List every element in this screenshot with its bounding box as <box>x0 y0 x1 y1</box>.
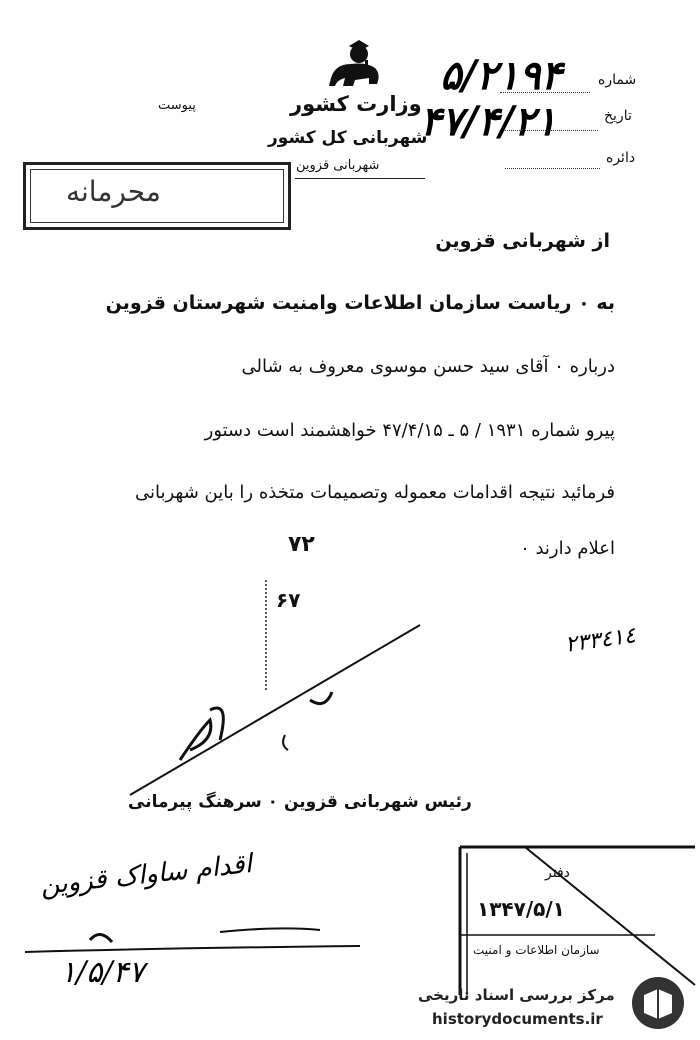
handwritten-number: ۵/۲۱۹۴ <box>440 52 563 99</box>
received-stamp-org: سازمان اطلاعات و امنیت <box>473 943 600 957</box>
watermark-name: مرکز بررسی اسناد تاریخی <box>418 986 615 1004</box>
received-stamp-date: ۱۳۴۷/۵/۱ <box>477 897 565 921</box>
date-label: تاریخ <box>604 108 632 124</box>
handwritten-date-bottom: ۱/۵/۴۷ <box>60 955 145 990</box>
received-stamp-label: دفتر <box>545 865 570 881</box>
to-line: به ۰ ریاست سازمان اطلاعات وامنیت شهرستان قزوین <box>105 292 615 314</box>
handwritten-note: اقدام ساواک قزوین <box>39 848 254 902</box>
note-strokes <box>20 920 380 960</box>
signature-caption: رئیس شهربانی قزوین ۰ سرهنگ پیرمانی <box>128 792 472 812</box>
watermark-url: historydocuments.ir <box>432 1010 603 1028</box>
body-line-1: پیرو شماره ۱۹۳۱ / ۵ ـ ۴۷/۴/۱۵ خواهشمند است دستور <box>204 420 615 441</box>
office-label: دائره <box>606 150 636 166</box>
subject-line: درباره ۰ آقای سید حسن موسوی معروف به شالی <box>241 356 615 377</box>
watermark-logo <box>630 975 686 1031</box>
header-underline <box>295 178 425 179</box>
lion-and-sun-emblem <box>325 38 385 94</box>
police-hq-title: شهربانی کل کشور <box>268 128 428 148</box>
body-mark-2: ۶۷ <box>276 588 301 612</box>
confidential-stamp-text: محرمانه <box>66 175 161 208</box>
received-stamp <box>455 835 700 995</box>
from-line: از شهربانی قزوین <box>435 230 610 252</box>
signature-scribble <box>120 620 440 800</box>
margin-number: ۲۳۳٤١٤ <box>563 623 638 658</box>
ministry-title: وزارت کشور <box>290 92 422 116</box>
attachment-label: پیوست <box>158 98 196 113</box>
office-line <box>505 168 600 169</box>
body-mark-1: ۷۲ <box>288 532 315 557</box>
body-line-2: فرمائید نتیجه اقدامات معموله وتصمیمات متخذه را باین شهربانی <box>134 482 615 503</box>
city-police-title: شهربانی قزوین <box>296 158 380 173</box>
number-label: شماره <box>598 72 637 88</box>
confidential-stamp <box>23 162 291 230</box>
handwritten-date: ۴۷/۴/۲۱ <box>420 98 557 145</box>
body-line-3: اعلام دارند ۰ <box>520 538 615 559</box>
